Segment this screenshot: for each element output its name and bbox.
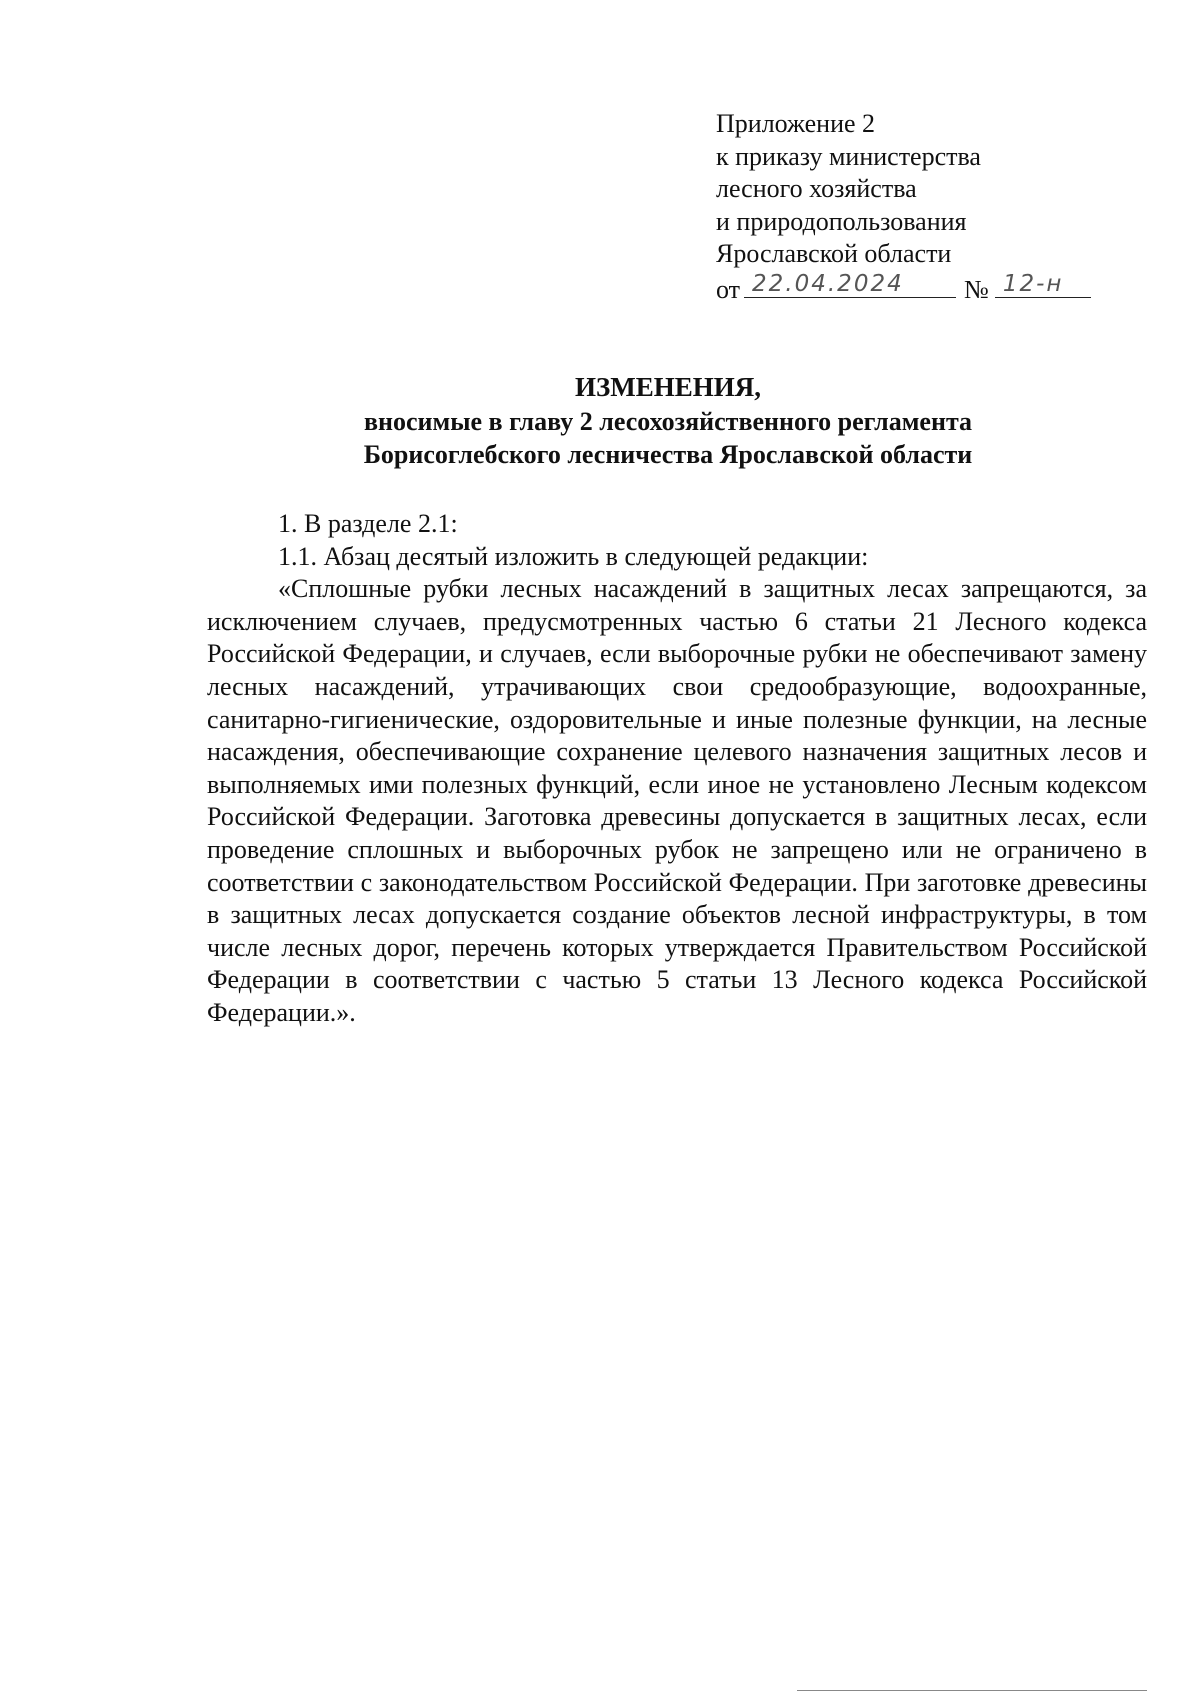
- attachment-line: и природопользования: [716, 206, 967, 236]
- quoted-paragraph: «Сплошные рубки лесных насаждений в защитных лесах запрещаются, за исключением случаев, предусмотренных частью 6 статьи 21 Лесного кодекса Российской Федерации, и случаев, если выборочные рубки не обеспечивают замену лесных насаждений, утрачивающих свои средообразующие, водоохранные, санитарно-гигиенические, оздоровительные и иные полезные функции, на лесные насаждения, обеспечивающие сохранение целевого назначения защитных лесов и выполняемых ими полезных функций, если иное не установлено Лесным кодексом Российской Федерации. Заготовка древесины допускается в защитных лесах, если проведение сплошных и выборочных рубок не запрещено или не ограничено в соответствии с законодательством Российской Федерации. При заготовке древесины в защитных лесах допускается создание объектов лесной инфраструктуры, в том числе лесных дорог, перечень которых утверждается Правительством Российской Федерации в соответствии с частью 5 статьи 13 Лесного кодекса Российской Федерации.».: [207, 574, 1147, 1027]
- date-fill-line: [744, 271, 956, 298]
- document-title: [190, 371, 1146, 471]
- document-body: [207, 508, 1147, 1030]
- attachment-line: лесного хозяйства: [716, 174, 917, 203]
- attachment-line: Приложение 2: [716, 109, 876, 138]
- footer-divider: [797, 1690, 1147, 1691]
- item-1-1: 1.1. Абзац десятый изложить в следующей редакции:: [278, 541, 869, 571]
- title-subtitle-line: Борисоглебского лесничества Ярославской области: [363, 440, 973, 469]
- title-subtitle-line: вносимые в главу 2 лесохозяйственного регламента: [363, 407, 973, 436]
- attachment-line: Ярославской области: [716, 239, 952, 268]
- order-date-handwritten: 22.04.2024: [752, 270, 904, 297]
- number-sign: №: [964, 274, 989, 304]
- title-main: ИЗМЕНЕНИЯ,: [574, 372, 761, 402]
- date-prefix: от: [716, 274, 741, 304]
- order-date-number-line: [716, 271, 1126, 307]
- attachment-line: к приказу министерства: [716, 141, 981, 171]
- number-fill-line: [995, 271, 1091, 298]
- order-number-handwritten: 12-н: [1002, 270, 1064, 297]
- item-1: 1. В разделе 2.1:: [278, 509, 458, 538]
- attachment-header: [716, 108, 1126, 306]
